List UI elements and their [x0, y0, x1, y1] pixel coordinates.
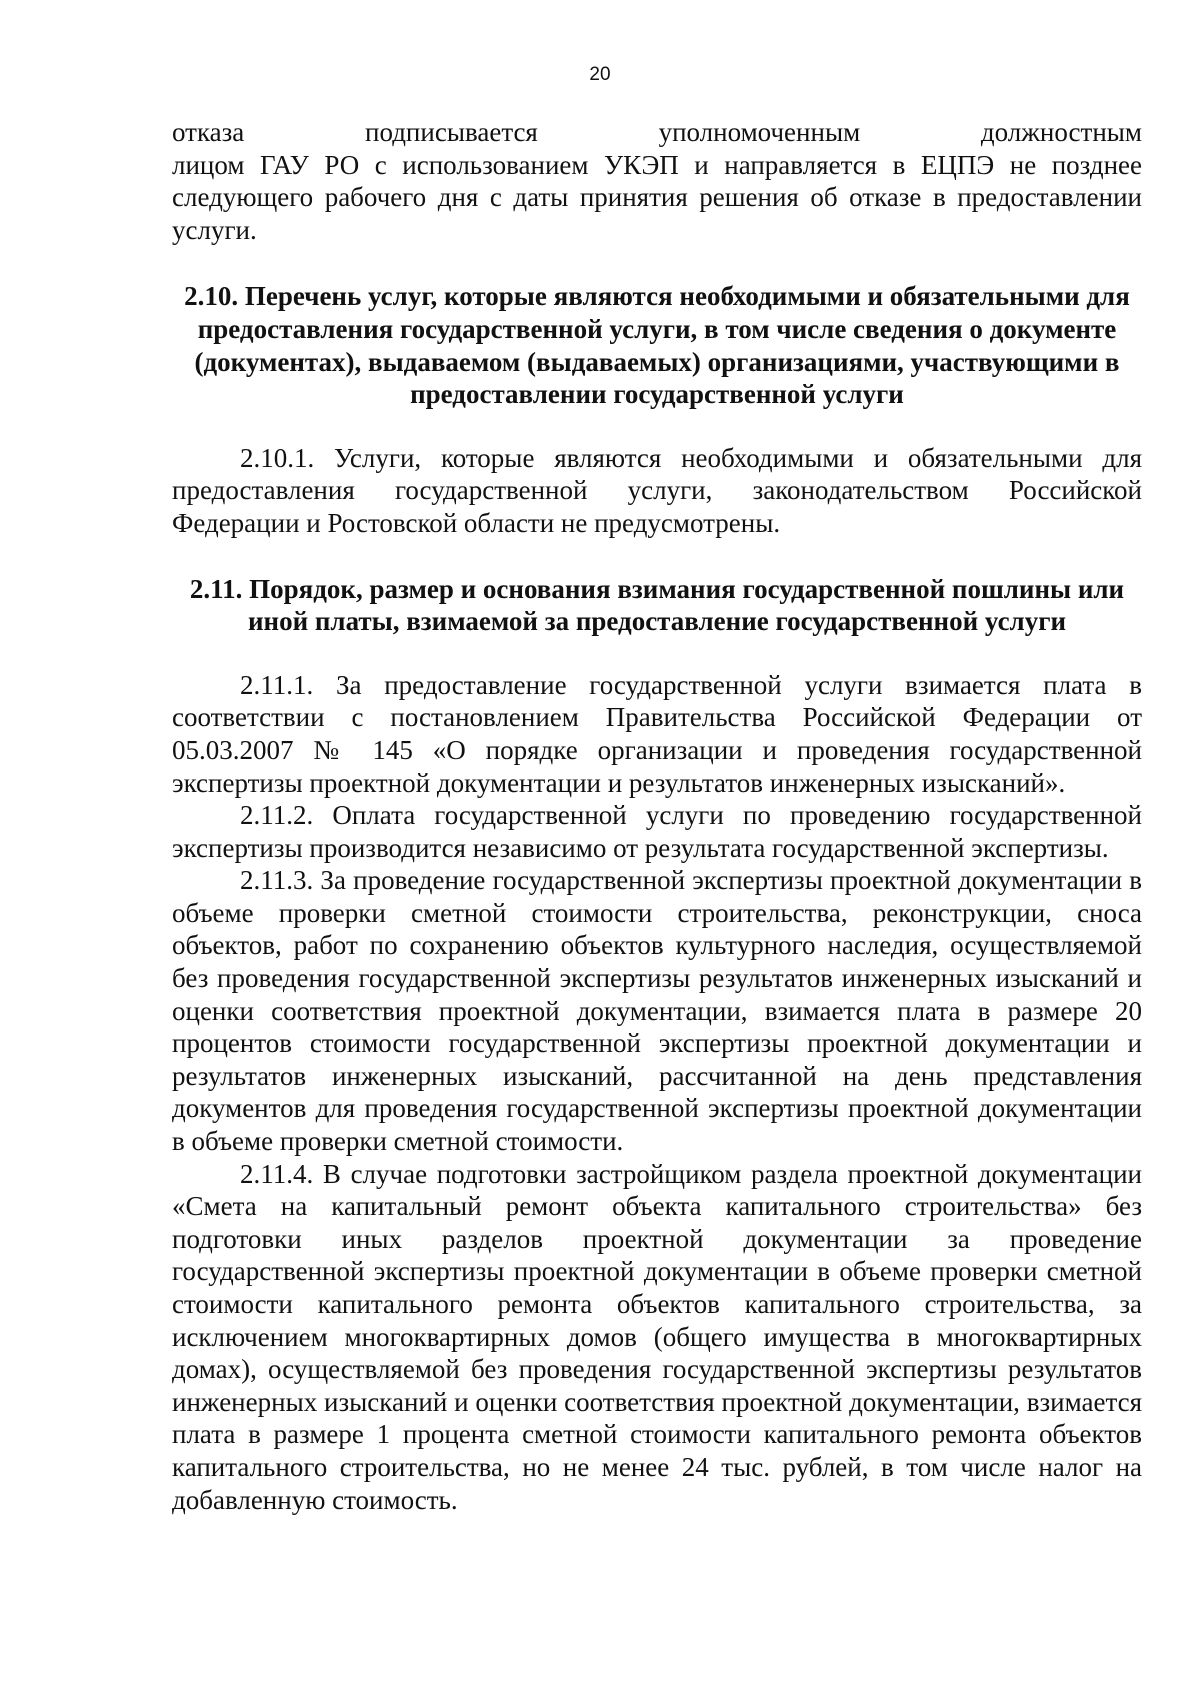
paragraph-2-10-1: 2.10.1. Услуги, которые являются необходимыми и обязательными для предоставления государственной услуги, законодательством Российской Федерации и Ростовской области не предусмотрены. [172, 442, 1142, 538]
section-2-10-heading: 2.10. Перечень услуг, которые являются необходимыми и обязательными для предоставления государственной услуги, в том числе сведения о документе (документах), выдаваемом (выдаваемых) организациями, участвующими в предоставлении государственной услуги [184, 281, 1130, 410]
section-2-11-heading: 2.11. Порядок, размер и основания взимания государственной пошлины или иной платы, взимаемой за предоставление государственной услуги [189, 573, 1125, 637]
paragraph-2-11-3: 2.11.3. За проведение государственной экспертизы проектной документации в объеме проверки сметной стоимости строительства, реконструкции, сноса объектов, работ по сохранению объектов культурного наследия, осуществляемой без проведения государственной экспертизы результатов инженерных изысканий и оценки соответствия проектной документации, взимается плата в размере 20 процентов стоимости государственной экспертизы проектной документации и результатов инженерных изысканий, рассчитанной на день представления документов для проведения государственной экспертизы проектной документации в объеме проверки сметной стоимости. [172, 865, 1142, 1157]
document-body [172, 116, 1142, 1516]
paragraph-2-11-2: 2.11.2. Оплата государственной услуги по проведению государственной экспертизы производится независимо от результата государственной экспертизы. [172, 800, 1142, 863]
page-number: 20 [589, 64, 611, 85]
paragraph-2-11-4: 2.11.4. В случае подготовки застройщиком раздела проектной документации «Смета на капитальный ремонт объекта капитального строительства» без подготовки иных разделов проектной документации за проведение государственной экспертизы проектной документации в объеме проверки сметной стоимости капитального ремонта объектов капитального строительства, за исключением многоквартирных домов (общего имущества в многоквартирных домах), осуществляемой без проведения государственной экспертизы результатов инженерных изысканий и оценки соответствия проектной документации, взимается плата в размере 1 процента сметной стоимости капитального ремонта объектов капитального строительства, но не менее 24 тыс. рублей, в том числе налог на добавленную стоимость. [172, 1158, 1142, 1515]
intro-paragraph-line1: отказа подписывается уполномоченным должностным [172, 117, 1142, 147]
paragraph-2-11-1: 2.11.1. За предоставление государственной услуги взимается плата в соответствии с постановлением Правительства Российской Федерации от 05.03.2007 № 145 «О порядке организации и проведения государственной экспертизы проектной документации и результатов инженерных изысканий». [172, 669, 1142, 798]
intro-paragraph-continuation: лицом ГАУ РО с использованием УКЭП и направляется в ЕЦПЭ не позднее следующего рабочего дня с даты принятия решения об отказе в предоставлении услуги. [172, 149, 1142, 245]
